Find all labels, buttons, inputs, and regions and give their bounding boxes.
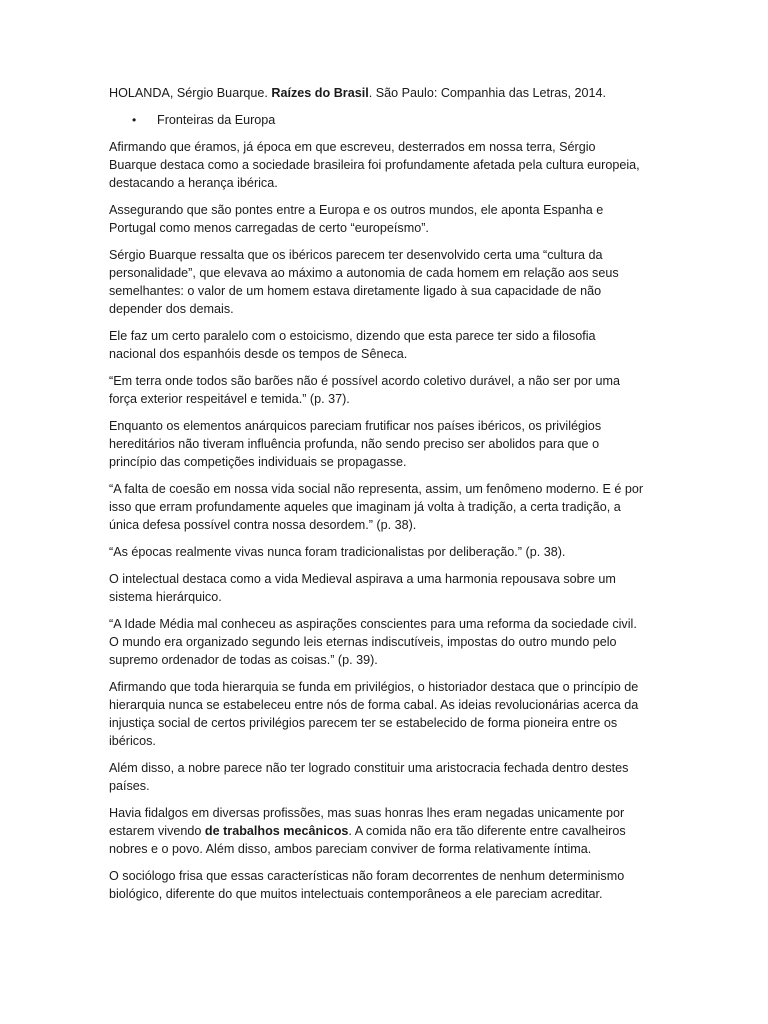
paragraph-2: Assegurando que são pontes entre a Europa e os outros mundos, ele aponta Espanha e Portugal como menos carregadas de certo “europeísmo”. <box>109 203 604 235</box>
quote-2: “A falta de coesão em nossa vida social não representa, assim, um fenômeno moderno. E é por isso que erram profundamente aqueles que imaginam já volta à tradição, a certa tradição, a única defesa possível contra nossa desordem.” (p. 38). <box>109 482 644 532</box>
section-heading: Fronteiras da Europa <box>157 113 276 127</box>
paragraph-13 <box>109 804 644 858</box>
paragraph-13-start: Havia fidalgos em diversas profissões, mas suas honras lhes eram negadas unicamente por estarem vivendo <box>109 806 625 838</box>
paragraph-14: O sociólogo frisa que essas características não foram decorrentes de nenhum determinismo biológico, diferente do que muitos intelectuais contemporâneos a ele pareciam acreditar. <box>109 869 625 901</box>
citation-author: HOLANDA, Sérgio Buarque. <box>109 86 272 100</box>
bibliographic-citation <box>109 84 644 102</box>
paragraph-6: Enquanto os elementos anárquicos pareciam frutificar nos países ibéricos, os privilégios hereditários não tiveram influência profunda, não sendo preciso ser abolidos para que o princípio das competições individuais se propagasse. <box>109 419 602 469</box>
paragraph-1: Afirmando que éramos, já época em que escreveu, desterrados em nossa terra, Sérgio Buarque destaca como a sociedade brasileira foi profundamente afetada pela cultura europeia, destacando a herança ibérica. <box>109 140 640 190</box>
paragraph-12: Além disso, a nobre parece não ter logrado constituir uma aristocracia fechada dentro destes países. <box>109 761 629 793</box>
paragraph-11: Afirmando que toda hierarquia se funda em privilégios, o historiador destaca que o princípio de hierarquia nunca se estabeleceu entre nós de forma cabal. As ideias revolucionárias acerca da injustiça social de certos privilégios parecem ter se estabelecido de forma pioneira entre os ibéricos. <box>109 680 639 748</box>
paragraph-3: Sérgio Buarque ressalta que os ibéricos parecem ter desenvolvido certa uma “cultura da personalidade”, que elevava ao máximo a autonomia de cada homem em relação aos seus semelhantes: o valor de um homem estava diretamente ligado à sua capacidade de não depender dos demais. <box>109 248 619 316</box>
citation-publisher: . São Paulo: Companhia das Letras, 2014. <box>368 86 607 100</box>
section-bullet <box>109 111 644 129</box>
bullet-icon: • <box>132 113 137 127</box>
quote-4: “A Idade Média mal conheceu as aspirações conscientes para uma reforma da sociedade civil. O mundo era organizado segundo leis eternas indiscutíveis, impostas do outro mundo pelo supremo ordenador de todas as coisas.” (p. 39). <box>109 617 637 667</box>
paragraph-9: O intelectual destaca como a vida Medieval aspirava a uma harmonia repousava sobre um sistema hierárquico. <box>109 572 616 604</box>
paragraph-4: Ele faz um certo paralelo com o estoicismo, dizendo que esta parece ter sido a filosofia nacional dos espanhóis desde os tempos de Sêneca. <box>109 329 596 361</box>
paragraph-13-end: . A comida não era tão diferente entre cavalheiros nobres e o povo. Além disso, ambos pareciam conviver de forma relativamente íntima. <box>109 824 626 856</box>
document-body <box>109 84 644 912</box>
quote-3: “As épocas realmente vivas nunca foram tradicionalistas por deliberação.” (p. 38). <box>109 545 566 559</box>
paragraph-13-bold: de trabalhos mecânicos <box>204 824 349 838</box>
citation-title: Raízes do Brasil <box>271 86 369 100</box>
quote-1: “Em terra onde todos são barões não é possível acordo coletivo durável, a não ser por uma força exterior respeitável e temida.” (p. 37). <box>109 374 621 406</box>
